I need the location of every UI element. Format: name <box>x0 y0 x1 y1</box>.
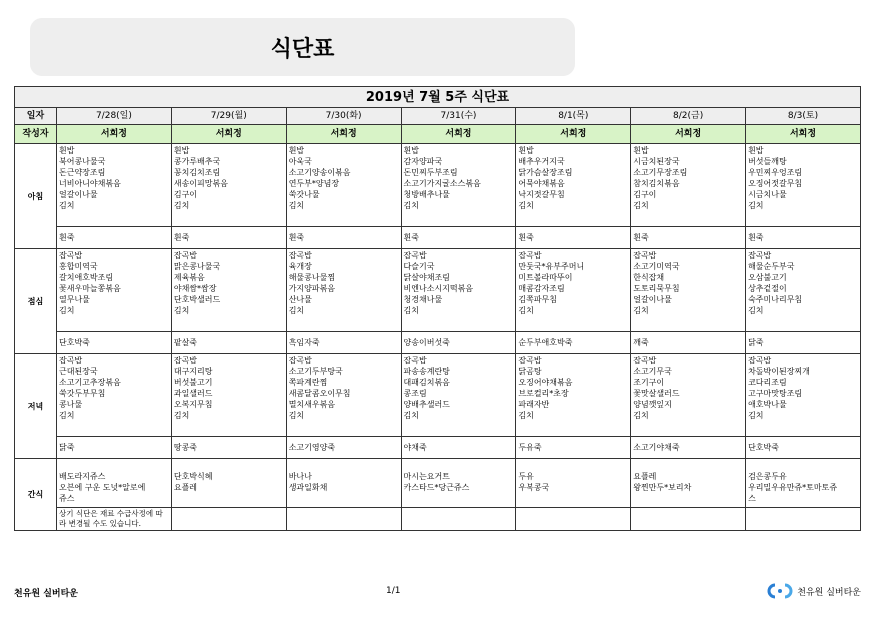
porridge-cell <box>401 332 516 354</box>
snack-item: 검은콩두유 <box>748 472 787 481</box>
menu-item: 잡곡밥 <box>748 251 772 260</box>
menu-item: 미트볼라따뚜이 <box>518 273 573 282</box>
porridge-cell <box>631 437 746 459</box>
day-header: 7/29(월) <box>171 108 286 125</box>
menu-item: 잡곡밥 <box>59 251 83 260</box>
menu-cell <box>57 249 172 332</box>
menu-item: 김치 <box>173 306 190 315</box>
menu-item: 김치 <box>633 201 649 210</box>
snack-item: 우복콩국 <box>518 483 550 492</box>
menu-cell <box>286 354 401 437</box>
menu-item: 닭가슴살장조림 <box>518 168 573 177</box>
author-cell: 서희정 <box>57 125 172 144</box>
author-cell: 서희정 <box>171 125 286 144</box>
menu-item: 버섯불고기 <box>173 378 213 387</box>
snack-item: 쥬스 <box>59 494 75 503</box>
porridge-item: 흰죽 <box>748 233 764 242</box>
menu-item: 오징어야채볶음 <box>518 378 573 387</box>
porridge-cell <box>171 437 286 459</box>
menu-item: 김치 <box>518 306 534 315</box>
day-header: 7/30(화) <box>286 108 401 125</box>
menu-item: 잡곡밥 <box>403 356 427 365</box>
menu-item: 대패김치볶음 <box>403 378 450 387</box>
snack-cell <box>746 459 861 508</box>
snack-item: 두유 <box>518 472 534 481</box>
menu-cell <box>631 354 746 437</box>
menu-item: 매콤감자조림 <box>518 284 565 293</box>
menu-item: 오복지무침 <box>173 400 213 409</box>
menu-item: 파송송계란탕 <box>403 367 450 376</box>
snack-cell <box>286 459 401 508</box>
porridge-cell <box>746 437 861 459</box>
snack-cell <box>631 459 746 508</box>
menu-item: 한식잡채 <box>633 273 665 282</box>
menu-item: 브로컬리*초장 <box>518 389 569 398</box>
author-cell: 서희정 <box>286 125 401 144</box>
meal-label: 점심 <box>15 249 57 354</box>
menu-item: 콩나물 <box>59 400 83 409</box>
menu-item: 차돌박이된장찌개 <box>748 367 810 376</box>
menu-item: 흰밥 <box>173 146 190 155</box>
porridge-item: 흰죽 <box>633 233 649 242</box>
snack-item: 우리밀우유만쥬*토마토쥬 <box>748 483 838 492</box>
porridge-cell <box>631 332 746 354</box>
porridge-cell <box>57 332 172 354</box>
menu-cell <box>57 354 172 437</box>
footer-org: 천유원 실버타운 <box>14 589 78 599</box>
day-header: 8/1(목) <box>516 108 631 125</box>
menu-item: 갈치애호박조림 <box>59 273 114 282</box>
menu-item: 돈민찌두부조림 <box>403 168 458 177</box>
menu-item: 소고기무국 <box>633 367 672 376</box>
menu-item: 애호박나물 <box>748 400 787 409</box>
meal-plan-table <box>14 86 861 531</box>
porridge-item: 깨죽 <box>633 338 649 347</box>
snack-cell <box>57 459 172 508</box>
porridge-item: 두유죽 <box>518 443 542 452</box>
porridge-cell <box>631 227 746 249</box>
porridge-item: 닭죽 <box>748 338 764 347</box>
snack-cell <box>516 459 631 508</box>
porridge-item: 흰죽 <box>59 233 75 242</box>
menu-cell <box>746 354 861 437</box>
menu-item: 김치 <box>403 411 419 420</box>
menu-item: 꽃새우마늘쫑볶음 <box>59 284 121 293</box>
snack-item: 왕찐만두*보리차 <box>633 483 692 492</box>
menu-item: 잡곡밥 <box>748 356 772 365</box>
menu-item: 소고기양송이볶음 <box>288 168 351 177</box>
menu-cell <box>171 249 286 332</box>
menu-item: 오징어젓갈무침 <box>748 179 803 188</box>
empty-cell <box>746 508 861 531</box>
menu-item: 청경채나물 <box>403 295 443 304</box>
meal-label: 저녁 <box>15 354 57 459</box>
menu-item: 김치 <box>518 411 534 420</box>
author-cell: 서희정 <box>631 125 746 144</box>
day-header: 7/31(수) <box>401 108 516 125</box>
empty-cell <box>286 508 401 531</box>
menu-item: 잡곡밥 <box>288 356 312 365</box>
menu-item: 쑥갓나물 <box>288 190 320 199</box>
note-cell <box>57 508 172 531</box>
empty-cell <box>401 508 516 531</box>
porridge-item: 양송이버섯죽 <box>403 338 450 347</box>
menu-cell <box>286 249 401 332</box>
menu-item: 상추겉절이 <box>748 284 787 293</box>
menu-item: 김치 <box>288 201 305 210</box>
porridge-item: 흰죽 <box>518 233 534 242</box>
date-row <box>15 108 861 125</box>
footer-logo-text: 천유원 실버타운 <box>797 587 861 598</box>
note-text: 상기 식단은 재료 수급사정에 따라 변경될 수도 있습니다. <box>59 509 163 528</box>
snack-item: 스 <box>748 494 756 503</box>
menu-cell <box>516 249 631 332</box>
author-row <box>15 125 861 144</box>
menu-item: 비엔나소시지떡볶음 <box>403 284 474 293</box>
menu-item: 콩가루배추국 <box>173 157 221 166</box>
menu-item: 시금치나물 <box>748 190 787 199</box>
snack-cell <box>401 459 516 508</box>
porridge-item: 순두부애호박죽 <box>518 338 573 347</box>
menu-item: 잡곡밥 <box>518 356 542 365</box>
menu-item: 우민찌우엉조림 <box>748 168 803 177</box>
menu-item: 근대된장국 <box>59 367 98 376</box>
author-cell: 서희정 <box>516 125 631 144</box>
menu-item: 잡곡밥 <box>633 356 657 365</box>
menu-item: 김치 <box>403 306 419 315</box>
menu-item: 양배추샐러드 <box>403 400 450 409</box>
menu-item: 오삼불고기 <box>748 273 787 282</box>
menu-cell <box>631 249 746 332</box>
menu-item: 도토리묵무침 <box>633 284 680 293</box>
porridge-cell <box>286 227 401 249</box>
porridge-cell <box>516 227 631 249</box>
menu-item: 아욱국 <box>288 157 312 166</box>
menu-item: 잡곡밥 <box>403 251 427 260</box>
menu-item: 멸치새우볶음 <box>288 400 336 409</box>
meal-label: 아침 <box>15 144 57 249</box>
menu-item: 김치 <box>173 201 190 210</box>
menu-item: 쑥갓두부무침 <box>59 389 106 398</box>
menu-item: 잡곡밥 <box>59 356 83 365</box>
meal-row <box>15 249 861 332</box>
porridge-cell <box>401 227 516 249</box>
menu-item: 잡곡밥 <box>633 251 657 260</box>
menu-item: 김치 <box>518 201 534 210</box>
menu-item: 잡곡밥 <box>518 251 542 260</box>
menu-item: 너비아니야채볶음 <box>59 179 121 188</box>
menu-item: 해물순두부국 <box>748 262 795 271</box>
menu-item: 흰밥 <box>403 146 419 155</box>
porridge-item: 소고기야채죽 <box>633 443 680 452</box>
snack-item: 카스타드*당근쥬스 <box>403 483 470 492</box>
snack-item: 단호박식혜 <box>173 472 213 481</box>
menu-item: 김치 <box>403 201 419 210</box>
porridge-cell <box>746 227 861 249</box>
porridge-item: 땅콩죽 <box>173 443 198 452</box>
menu-cell <box>746 144 861 227</box>
snack-item: 생과일화채 <box>288 483 328 492</box>
menu-item: 숙주미나리무침 <box>748 295 803 304</box>
menu-item: 새콤달콤오이무침 <box>288 389 351 398</box>
snack-cell <box>171 459 286 508</box>
menu-item: 시금치된장국 <box>633 157 680 166</box>
porridge-row <box>15 227 861 249</box>
menu-item: 김쪽파무침 <box>518 295 558 304</box>
menu-cell <box>516 354 631 437</box>
menu-item: 코다리조림 <box>748 378 787 387</box>
porridge-cell <box>401 437 516 459</box>
porridge-item: 흑임자죽 <box>288 338 320 347</box>
porridge-item: 흰죽 <box>288 233 305 242</box>
menu-cell <box>401 354 516 437</box>
snack-item: 요플레 <box>633 472 657 481</box>
menu-item: 참치김치볶음 <box>633 179 680 188</box>
menu-cell <box>516 144 631 227</box>
author-cell: 서희정 <box>401 125 516 144</box>
meal-label: 간식 <box>15 459 57 531</box>
porridge-cell <box>171 227 286 249</box>
menu-item: 김구이 <box>633 190 657 199</box>
menu-cell <box>171 354 286 437</box>
menu-item: 꽁치김치조림 <box>173 168 221 177</box>
menu-item: 열무나물 <box>59 295 90 304</box>
menu-cell <box>401 144 516 227</box>
menu-item: 소고기고추장볶음 <box>59 378 121 387</box>
porridge-item: 닭죽 <box>59 443 75 452</box>
menu-cell <box>401 249 516 332</box>
menu-item: 얼갈이나물 <box>59 190 98 199</box>
menu-item: 김구이 <box>173 190 198 199</box>
menu-item: 감자양파국 <box>403 157 443 166</box>
menu-item: 김치 <box>633 306 649 315</box>
menu-item: 양념깻잎지 <box>633 400 672 409</box>
page-title-box <box>30 18 575 76</box>
table-title: 2019년 7월 5주 식단표 <box>15 87 861 108</box>
menu-item: 흰밥 <box>288 146 305 155</box>
snack-item: 오븐에 구운 도넛*알로에 <box>59 483 146 492</box>
menu-item: 흰밥 <box>518 146 534 155</box>
menu-item: 홍합미역국 <box>59 262 98 271</box>
menu-item: 김치 <box>748 306 764 315</box>
menu-cell <box>631 144 746 227</box>
menu-item: 야채쌈*쌈장 <box>173 284 217 293</box>
menu-item: 흰밥 <box>59 146 75 155</box>
menu-item: 낙지젓갈무침 <box>518 190 565 199</box>
page-title: 식단표 <box>270 37 335 62</box>
menu-item: 대구지리탕 <box>173 367 213 376</box>
menu-cell <box>286 144 401 227</box>
menu-item: 다슬기국 <box>403 262 435 271</box>
porridge-cell <box>516 332 631 354</box>
menu-item: 김치 <box>288 411 305 420</box>
menu-item: 버섯들깨탕 <box>748 157 787 166</box>
menu-item: 소고기두부탕국 <box>288 367 343 376</box>
snack-item: 바나나 <box>288 472 312 481</box>
menu-item: 잡곡밥 <box>173 251 198 260</box>
menu-item: 닭곰탕 <box>518 367 542 376</box>
menu-item: 김치 <box>748 201 764 210</box>
menu-item: 새송이피망볶음 <box>173 179 228 188</box>
menu-item: 김치 <box>173 411 190 420</box>
menu-item: 쪽파계란찜 <box>288 378 328 387</box>
day-header: 7/28(일) <box>57 108 172 125</box>
porridge-item: 팥살죽 <box>173 338 198 347</box>
snack-item: 마시는요거트 <box>403 472 450 481</box>
date-label: 일자 <box>15 108 57 125</box>
porridge-cell <box>746 332 861 354</box>
porridge-row <box>15 332 861 354</box>
menu-item: 흰밥 <box>748 146 764 155</box>
porridge-item: 단호박죽 <box>59 338 90 347</box>
porridge-cell <box>57 437 172 459</box>
menu-item: 제육볶음 <box>173 273 205 282</box>
table-title-row <box>15 87 861 108</box>
menu-item: 김치 <box>59 306 75 315</box>
menu-item: 소고기미역국 <box>633 262 680 271</box>
menu-item: 김치 <box>59 411 75 420</box>
menu-item: 어묵야채볶음 <box>518 179 565 188</box>
porridge-item: 흰죽 <box>173 233 190 242</box>
porridge-item: 흰죽 <box>403 233 419 242</box>
menu-cell <box>171 144 286 227</box>
menu-item: 맑은콩나물국 <box>173 262 221 271</box>
menu-item: 배추우거지국 <box>518 157 565 166</box>
note-row <box>15 508 861 531</box>
porridge-row <box>15 437 861 459</box>
menu-item: 파래자반 <box>518 400 550 409</box>
menu-item: 잡곡밥 <box>288 251 312 260</box>
menu-item: 해물콩나물찜 <box>288 273 336 282</box>
menu-item: 단호박샐러드 <box>173 295 221 304</box>
porridge-cell <box>171 332 286 354</box>
menu-item: 김치 <box>748 411 764 420</box>
day-header: 8/3(토) <box>746 108 861 125</box>
menu-item: 김치 <box>633 411 649 420</box>
menu-item: 김치 <box>59 201 75 210</box>
footer-logo <box>766 581 861 601</box>
snack-item: 요플레 <box>173 483 198 492</box>
porridge-cell <box>516 437 631 459</box>
menu-item: 소고기가지굴소스볶음 <box>403 179 481 188</box>
empty-cell <box>516 508 631 531</box>
author-label: 작성자 <box>15 125 57 144</box>
empty-cell <box>631 508 746 531</box>
menu-item: 과일샐러드 <box>173 389 213 398</box>
menu-item: 소고기무장조림 <box>633 168 688 177</box>
porridge-item: 소고기영양죽 <box>288 443 336 452</box>
menu-item: 얼갈이나물 <box>633 295 672 304</box>
porridge-item: 야채죽 <box>403 443 427 452</box>
menu-item: 육개장 <box>288 262 312 271</box>
menu-item: 잡곡밥 <box>173 356 198 365</box>
menu-item: 닭살야채조림 <box>403 273 450 282</box>
menu-item: 흰밥 <box>633 146 649 155</box>
footer-page-number: 1/1 <box>386 586 401 596</box>
porridge-cell <box>286 437 401 459</box>
menu-item: 돈근약장조림 <box>59 168 106 177</box>
menu-item: 가지양파볶음 <box>288 284 336 293</box>
snack-item: 배도라지쥬스 <box>59 472 106 481</box>
menu-item: 청방배추나물 <box>403 190 450 199</box>
menu-cell <box>746 249 861 332</box>
meal-row <box>15 144 861 227</box>
menu-item: 산나물 <box>288 295 312 304</box>
author-cell: 서희정 <box>746 125 861 144</box>
menu-item: 콩조림 <box>403 389 427 398</box>
porridge-cell <box>57 227 172 249</box>
menu-item: 연두부*양념장 <box>288 179 340 188</box>
menu-item: 만둣국*유부주머니 <box>518 262 585 271</box>
menu-cell <box>57 144 172 227</box>
menu-item: 조기구이 <box>633 378 665 387</box>
logo-icon <box>766 582 794 600</box>
day-header: 8/2(금) <box>631 108 746 125</box>
menu-item: 고구마맛탕조림 <box>748 389 803 398</box>
porridge-item: 단호박죽 <box>748 443 779 452</box>
empty-cell <box>171 508 286 531</box>
porridge-cell <box>286 332 401 354</box>
meal-row <box>15 354 861 437</box>
snack-row <box>15 459 861 508</box>
menu-item: 북어콩나물국 <box>59 157 106 166</box>
menu-item: 꽃맛살샐러드 <box>633 389 680 398</box>
menu-item: 김치 <box>288 306 305 315</box>
